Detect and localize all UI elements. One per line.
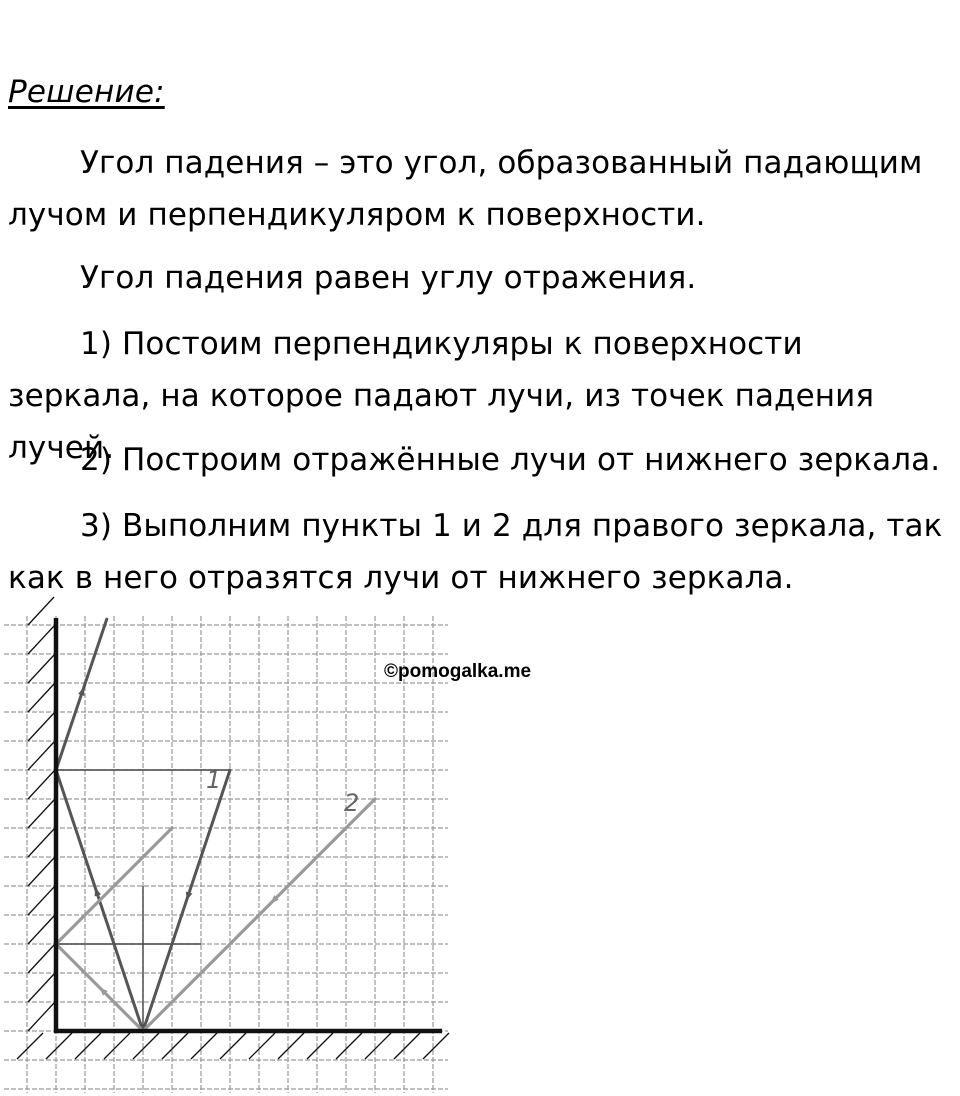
hatch-stroke: [28, 713, 54, 741]
hatch-stroke: [28, 945, 54, 973]
hatch-stroke: [28, 684, 54, 712]
hatch-stroke: [46, 1033, 72, 1059]
ray-1-label: 1: [206, 766, 222, 794]
light-rays: [56, 619, 375, 1031]
hatch-stroke: [133, 1033, 159, 1059]
hatch-stroke: [307, 1033, 333, 1059]
mirror-reflection-diagram: [0, 608, 532, 1096]
hatch-stroke: [220, 1033, 246, 1059]
hatch-stroke: [249, 1033, 275, 1059]
ray-1-reflected-arrow: [95, 887, 101, 896]
hatch-stroke: [28, 829, 54, 857]
hatch-stroke: [28, 655, 54, 683]
hatch-stroke: [17, 1033, 43, 1059]
paragraph-definition: Угол падения – это угол, образованный падающим лучом и перпендикуляром к поверхности.: [8, 145, 923, 233]
hatch-stroke: [423, 1033, 449, 1059]
solution-heading: Решение:: [8, 74, 165, 110]
hatch-stroke: [365, 1033, 391, 1059]
hatch-stroke: [191, 1033, 217, 1059]
hatch-stroke: [28, 771, 54, 799]
hatch-stroke: [28, 1003, 54, 1031]
paragraph-step-3: 3) Выполним пункты 1 и 2 для правого зеркала, так как в него отразятся лучи от нижнего зеркала.: [8, 508, 943, 596]
paragraph-law: Угол падения равен углу отражения.: [80, 260, 697, 296]
hatch-stroke: [104, 1033, 130, 1059]
hatch-stroke: [278, 1033, 304, 1059]
hatch-stroke: [28, 858, 54, 886]
ray-2-label: 2: [344, 789, 360, 817]
hatch-stroke: [28, 742, 54, 770]
hatch-stroke: [336, 1033, 362, 1059]
hatch-stroke: [28, 887, 54, 915]
hatch-stroke: [28, 626, 54, 654]
paragraph-step-1: 1) Постоим перпендикуляры к поверхности зеркала, на которое падают лучи, из точек падения лучей.: [8, 326, 875, 466]
ray-1-incident-arrow: [186, 892, 192, 901]
hatch-stroke: [162, 1033, 188, 1059]
grid-paper: [4, 616, 448, 1093]
hatch-stroke: [75, 1033, 101, 1059]
hatch-stroke: [28, 916, 54, 944]
ray-1-final-arrow: [78, 687, 84, 696]
paragraph-step-2: 2) Построим отражённые лучи от нижнего зеркала.: [80, 442, 941, 478]
hatch-stroke: [394, 1033, 420, 1059]
watermark: ©pomogalka.me: [384, 661, 532, 682]
hatch-stroke: [28, 800, 54, 828]
hatch-stroke: [28, 974, 54, 1002]
